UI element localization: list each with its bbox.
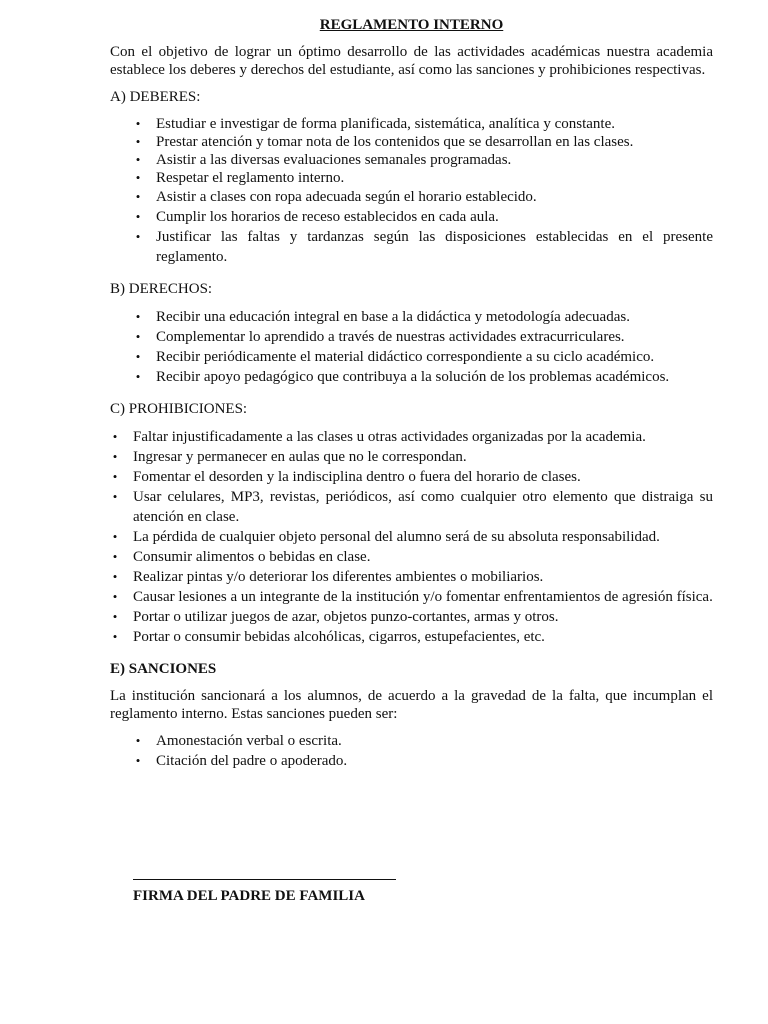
- list-item: • Causar lesiones a un integrante de la institución y/o fomentar enfrentamientos de agresión física.: [133, 587, 713, 607]
- list-item: • Faltar injustificadamente a las clases u otras actividades organizadas por la academia.: [133, 427, 713, 447]
- list-item: • Asistir a clases con ropa adecuada según el horario establecido.: [156, 187, 713, 207]
- bullet-icon: •: [112, 449, 118, 464]
- derechos-list: [135, 307, 713, 387]
- list-item: • Prestar atención y tomar nota de los contenidos que se desarrollan en las clases.: [156, 133, 713, 151]
- list-item: • Portar o utilizar juegos de azar, objetos punzo-cortantes, armas y otros.: [133, 607, 713, 627]
- list-item: • Cumplir los horarios de receso establecidos en cada aula.: [156, 207, 713, 227]
- bullet-icon: •: [135, 170, 141, 185]
- list-item: • Consumir alimentos o bebidas en clase.: [133, 547, 713, 567]
- list-item: • Recibir periódicamente el material didáctico correspondiente a su ciclo académico.: [156, 347, 713, 367]
- intro-paragraph: Con el objetivo de lograr un óptimo desarrollo de las actividades académicas nuestra academia establece los deberes y derechos del estudiante, así como las sanciones y prohibiciones respectivas.: [110, 44, 713, 78]
- bullet-icon: •: [135, 229, 141, 244]
- deberes-list: [135, 115, 713, 267]
- bullet-icon: •: [112, 529, 118, 544]
- signature-label: FIRMA DEL PADRE DE FAMILIA: [133, 888, 365, 904]
- bullet-icon: •: [135, 329, 141, 344]
- bullet-icon: •: [112, 569, 118, 584]
- sanciones-list: [135, 731, 713, 771]
- list-item: • Realizar pintas y/o deteriorar los diferentes ambientes o mobiliarios.: [133, 567, 713, 587]
- document-page: [110, 15, 713, 771]
- list-item: • Recibir una educación integral en base a la didáctica y metodología adecuadas.: [156, 307, 713, 327]
- section-heading-prohibiciones: C) PROHIBICIONES:: [110, 401, 248, 417]
- list-item: • Citación del padre o apoderado.: [156, 751, 713, 771]
- bullet-icon: •: [135, 309, 141, 324]
- list-item: • Amonestación verbal o escrita.: [156, 731, 713, 751]
- bullet-icon: •: [135, 209, 141, 224]
- bullet-icon: •: [112, 469, 118, 484]
- bullet-icon: •: [135, 116, 141, 131]
- bullet-icon: •: [112, 429, 118, 444]
- list-item: • Portar o consumir bebidas alcohólicas, cigarros, estupefacientes, etc.: [133, 627, 713, 647]
- section-heading-derechos: B) DERECHOS:: [110, 281, 213, 297]
- list-item: • Fomentar el desorden y la indisciplina dentro o fuera del horario de clases.: [133, 467, 713, 487]
- sanciones-paragraph: La institución sancionará a los alumnos, de acuerdo a la gravedad de la falta, que incumplan el reglamento interno. Estas sanciones pueden ser:: [110, 688, 713, 722]
- prohibiciones-list: [112, 427, 713, 647]
- list-item: • Recibir apoyo pedagógico que contribuya a la solución de los problemas académicos.: [156, 367, 713, 387]
- list-item: • Ingresar y permanecer en aulas que no le correspondan.: [133, 447, 713, 467]
- bullet-icon: •: [135, 152, 141, 167]
- section-heading-sanciones: E) SANCIONES: [110, 661, 217, 677]
- bullet-icon: •: [135, 189, 141, 204]
- bullet-icon: •: [135, 753, 141, 768]
- list-item: • La pérdida de cualquier objeto personal del alumno será de su absoluta responsabilidad.: [133, 527, 713, 547]
- list-item: • Asistir a las diversas evaluaciones semanales programadas.: [156, 151, 713, 169]
- bullet-icon: •: [112, 589, 118, 604]
- bullet-icon: •: [135, 134, 141, 149]
- bullet-icon: •: [135, 349, 141, 364]
- bullet-icon: •: [135, 369, 141, 384]
- section-heading-deberes: A) DEBERES:: [110, 89, 201, 105]
- bullet-icon: •: [135, 733, 141, 748]
- list-item: • Estudiar e investigar de forma planificada, sistemática, analítica y constante.: [156, 115, 713, 133]
- bullet-icon: •: [112, 549, 118, 564]
- bullet-icon: •: [112, 609, 118, 624]
- signature-line: [133, 879, 396, 880]
- list-item: • Respetar el reglamento interno.: [156, 169, 713, 187]
- bullet-icon: •: [112, 489, 118, 504]
- list-item: • Complementar lo aprendido a través de nuestras actividades extracurriculares.: [156, 327, 713, 347]
- bullet-icon: •: [112, 629, 118, 644]
- document-title: REGLAMENTO INTERNO: [319, 17, 504, 33]
- list-item: • Justificar las faltas y tardanzas según las disposiciones establecidas en el presente reglamento.: [156, 227, 713, 267]
- list-item: • Usar celulares, MP3, revistas, periódicos, así como cualquier otro elemento que distraiga su atención en clase.: [133, 487, 713, 527]
